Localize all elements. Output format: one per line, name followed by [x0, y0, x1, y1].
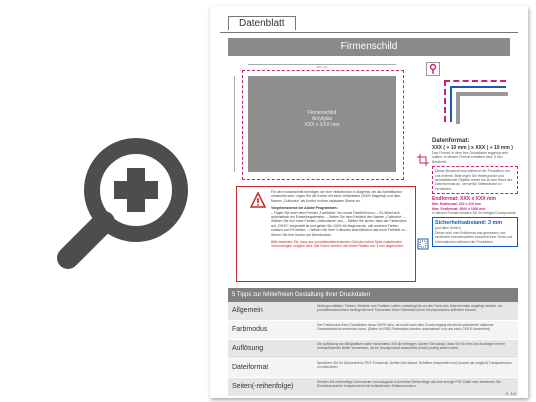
- plus-horizontal: [114, 181, 158, 199]
- spec-label-2: Acrylglas: [311, 116, 333, 122]
- corner-detail: [426, 62, 506, 122]
- magnifier-plus-icon[interactable]: [38, 118, 208, 288]
- safety-text: Dieser wird vom Endformat aus gemessen und verhindert unerwünschten Anschnitt Ihrer Texte und Informationen während der Produktion.: [435, 230, 513, 244]
- tip-label: Auflösung: [232, 345, 264, 352]
- dataformat-text: Das Format, in dem Ihre Druckdaten angelegt sein sollten. In diesem Format enthalten sind: 5 mm Beschnitt.: [432, 151, 508, 164]
- tip-text: Hintergrundbilder, Farben, Verläufe und Grafiken sollten unbedingt bis an den Rand des Datenformats angelegt werden, da produktionstechnisch bedingt kleinere Toleranzen beim Schneiden Ihres Druckproduktes auftreten können.: [317, 304, 502, 313]
- dimension-left: [234, 76, 235, 172]
- bleed-box: [432, 166, 518, 194]
- spec-label-3: XXX x XXX mm: [304, 122, 340, 128]
- format-info-column: [432, 138, 518, 249]
- dataformat-value: XXX ( + 10 mm ) x XXX ( + 10 mm ): [432, 145, 513, 151]
- endformat-min: Min. Endformat: 210 x 210 mm: [432, 202, 481, 207]
- tip-row: [228, 321, 518, 340]
- tab-underline: [220, 32, 518, 33]
- bleed-text: Dieser Beschnitt wird während der Produktion von uns entfernt. Bitte legen Sie Hintergründe und randabfallende Objekte immer bis an den Rand des Datenformats an, um weiße Seitenränder zu vermeiden.: [435, 169, 513, 191]
- page-number: S. 1/4: [505, 391, 516, 396]
- warning-heading: Vorgehensweise bei Adobe Programmen:: [271, 206, 338, 211]
- corner-product-edge: [456, 92, 508, 124]
- warning-intro: Für den Konturschnitt benötigen wir eine Vektorkontur in Magenta, die als Schnittkontur verwendet wird. Legen Sie die Kontur mit einer Volltonfarbe (100% Magenta) und dem Namen „Cutkontur“ als Kontur in einer separaten Ebene an.: [271, 190, 402, 203]
- product-area: [248, 76, 396, 172]
- tip-row: [228, 340, 518, 359]
- tip-row: [228, 302, 518, 321]
- safety-sub: (auf allen Seiten): [435, 226, 461, 231]
- safety-title: Sicherheitsabstand: 3 mm: [435, 220, 503, 227]
- tip-label: Allgemein: [232, 307, 263, 314]
- crop-mark-icon: [417, 154, 429, 166]
- spec-label-1: Firmenschild: [307, 110, 337, 116]
- clip-contour-icon: [426, 62, 440, 76]
- warning-note: Bitte beachten Sie, dass aus produktionstechnischen Gründen keine Spitz zulaufenden Verrundungen möglich sind. Alle Ecken werden mit einem Radius von 4 mm abgerundet.: [271, 240, 404, 249]
- warning-steps: – Fügen Sie unter dem Fenster „Farbfelder“ ein neues Farbfeld hinzu. – Es öffnet sich automatisch ein Einstellungsfenster. – Geben Sie dem Farbfeld den Namen „Cutkontur“. – Wählen Sie nun unter Farbart „Volltonfarbe“ aus. – Stellen Sie sicher, dass der Farbmodus auf „CMYK“ eingestellt ist und geben Sie 100% für Magenta ein, alle anderen Farben müssen auf 0% stehen. – Weisen Sie Ihrer Cutkontur anschließend das neue Farbfeld zu. – Setzen Sie Ihre Kontur auf Überdrucken.: [271, 210, 409, 237]
- tip-label: Seiten(-reihenfolge): [232, 383, 294, 390]
- tip-label: Dateiformat: [232, 364, 269, 371]
- tip-text: Die Auflösung von Bildgrafiken sollte mindestens 300 dpi betragen. Achten Sie darauf, dass Sie für Ihre Druckvorlagen immer hochauflösende Bilder verwenden, da Ihr Druckprodukt andernfalls (leicht) pixelig wirken kann.: [317, 342, 505, 351]
- safety-box: [432, 217, 518, 247]
- dimension-top: XXX mm: [248, 64, 396, 69]
- magnifier-handle: [68, 222, 104, 258]
- tip-text: Der Farbmodus Ihrer Druckdaten muss CMYK sein, da sonst nach dem Druckvorgang ein leicht veränderter optischer Gesamteindruck entstehen kann. (Daten im RGB-Farbmodus werden automatisch von uns nach CMYK konvertiert): [317, 323, 494, 332]
- endformat-title: Endformat: XXX x XXX mm: [432, 196, 496, 203]
- tip-text: Speichern Sie Ihr Dokument im PDF-Format ab. Achten Sie darauf, Schriften einzubetten und (soweit als möglich) Transparenzen zu reduzieren.: [317, 361, 512, 370]
- endformat-text: In diesem Format erhalten Sie Ihr fertiges Druckprodukt.: [432, 211, 517, 216]
- dataformat-title: Datenformat:: [432, 138, 470, 144]
- tip-text: Senden Sie mehrseitige Dokumente chronologisch in korrekter Reihenfolge als eine einzige PDF-Datei oder benennen Sie Einzeldokumente entsprechend mit fortlaufenden Seitennummern.: [317, 380, 501, 389]
- cut-contour-instructions: [236, 186, 416, 282]
- tips-table: [228, 302, 518, 397]
- tips-title: 5 Tipps zur fehlerfreien Gestaltung Ihrer Druckdaten: [228, 288, 518, 302]
- tip-row: [228, 359, 518, 378]
- endformat-max: Max. Endformat: 3000 x 1500 mm: [432, 206, 486, 211]
- tip-row: [228, 378, 518, 397]
- product-title: Firmenschild: [228, 38, 510, 56]
- datasheet-page: [210, 6, 528, 398]
- datasheet-tab: Datenblatt: [228, 16, 296, 30]
- tip-label: Farbmodus: [232, 326, 268, 333]
- spec-drawing: [232, 62, 412, 182]
- safety-distance-icon: [417, 238, 429, 250]
